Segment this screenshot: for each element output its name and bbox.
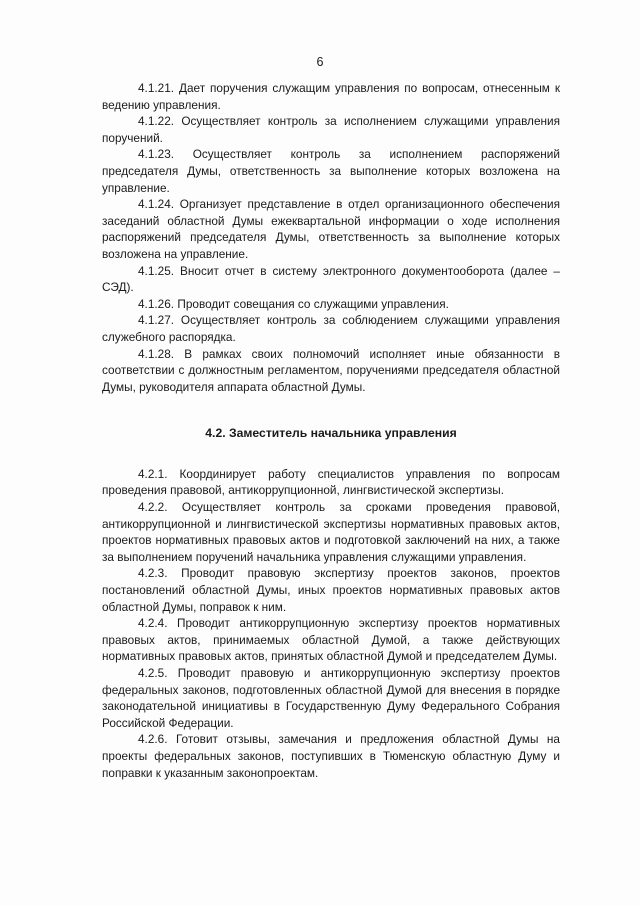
page-number: 6 [316, 55, 324, 69]
paragraph-4-1-22: 4.1.22. Осуществляет контроль за исполнением служащими управления поручений. [102, 114, 560, 145]
paragraph-4-1-25: 4.1.25. Вносит отчет в систему электронного документооборота (далее – СЭД). [102, 263, 560, 295]
paragraph-4-2-2: 4.2.2. Осуществляет контроль за сроками проведения правовой, антикоррупционной и лингвистической экспертизы нормативных правовых актов, проектов нормативных правовых актов и подготовкой заключений на них, а также за выполнением поручений начальника управления служащими управления. [102, 500, 560, 564]
paragraph-4-2-6: 4.2.6. Готовит отзывы, замечания и предложения областной Думы на проекты федеральных законов, поступивших в Тюменскую областную Думу и поправки к указанным законопроектам. [102, 732, 560, 780]
paragraph-4-1-21: 4.1.21. Дает поручения служащим управления по вопросам, отнесенным к ведению управления. [102, 81, 560, 112]
paragraph-4-2-3: 4.2.3. Проводит правовую экспертизу проектов законов, проектов постановлений областной Думы, иных проектов нормативных правовых актов областной Думы, поправок к ним. [102, 566, 560, 614]
paragraph-4-2-5: 4.2.5. Проводит правовую и антикоррупционную экспертизу проектов федеральных законов, подготовленных областной Думой для внесения в порядке законодательной инициативы в Государственную Думу Федерального Собрания Российской Федерации. [102, 666, 560, 730]
paragraph-4-1-26: 4.1.26. Проводит совещания со служащими управления. [138, 296, 449, 311]
document-body [102, 80, 560, 781]
paragraph-4-1-23: 4.1.23. Осуществляет контроль за исполнением распоряжений председателя Думы, ответственность за выполнение которых возложена на управление. [102, 147, 560, 195]
paragraph-4-2-1: 4.2.1. Координирует работу специалистов управления по вопросам проведения правовой, антикоррупционной, лингвистической экспертизы. [102, 466, 560, 498]
paragraph-4-1-24: 4.1.24. Организует представление в отдел организационного обеспечения заседаний областной Думы ежеквартальной информации о ходе исполнения распоряжений председателя Думы, ответственность за выполнение которых возложена на управление. [102, 197, 560, 261]
paragraph-4-2-4: 4.2.4. Проводит антикоррупционную экспертизу проектов нормативных правовых актов, принимаемых областной Думой, а также действующих нормативных правовых актов, принятых областной Думой и председателем Думы. [102, 616, 560, 664]
section-heading-4-2: 4.2. Заместитель начальника управления [205, 426, 457, 441]
paragraph-4-1-27: 4.1.27. Осуществляет контроль за соблюдением служащими управления служебного распорядка. [102, 313, 560, 344]
paragraph-4-1-28: 4.1.28. В рамках своих полномочий исполняет иные обязанности в соответствии с должностным регламентом, поручениями председателя областной Думы, руководителя аппарата областной Думы. [102, 346, 560, 394]
